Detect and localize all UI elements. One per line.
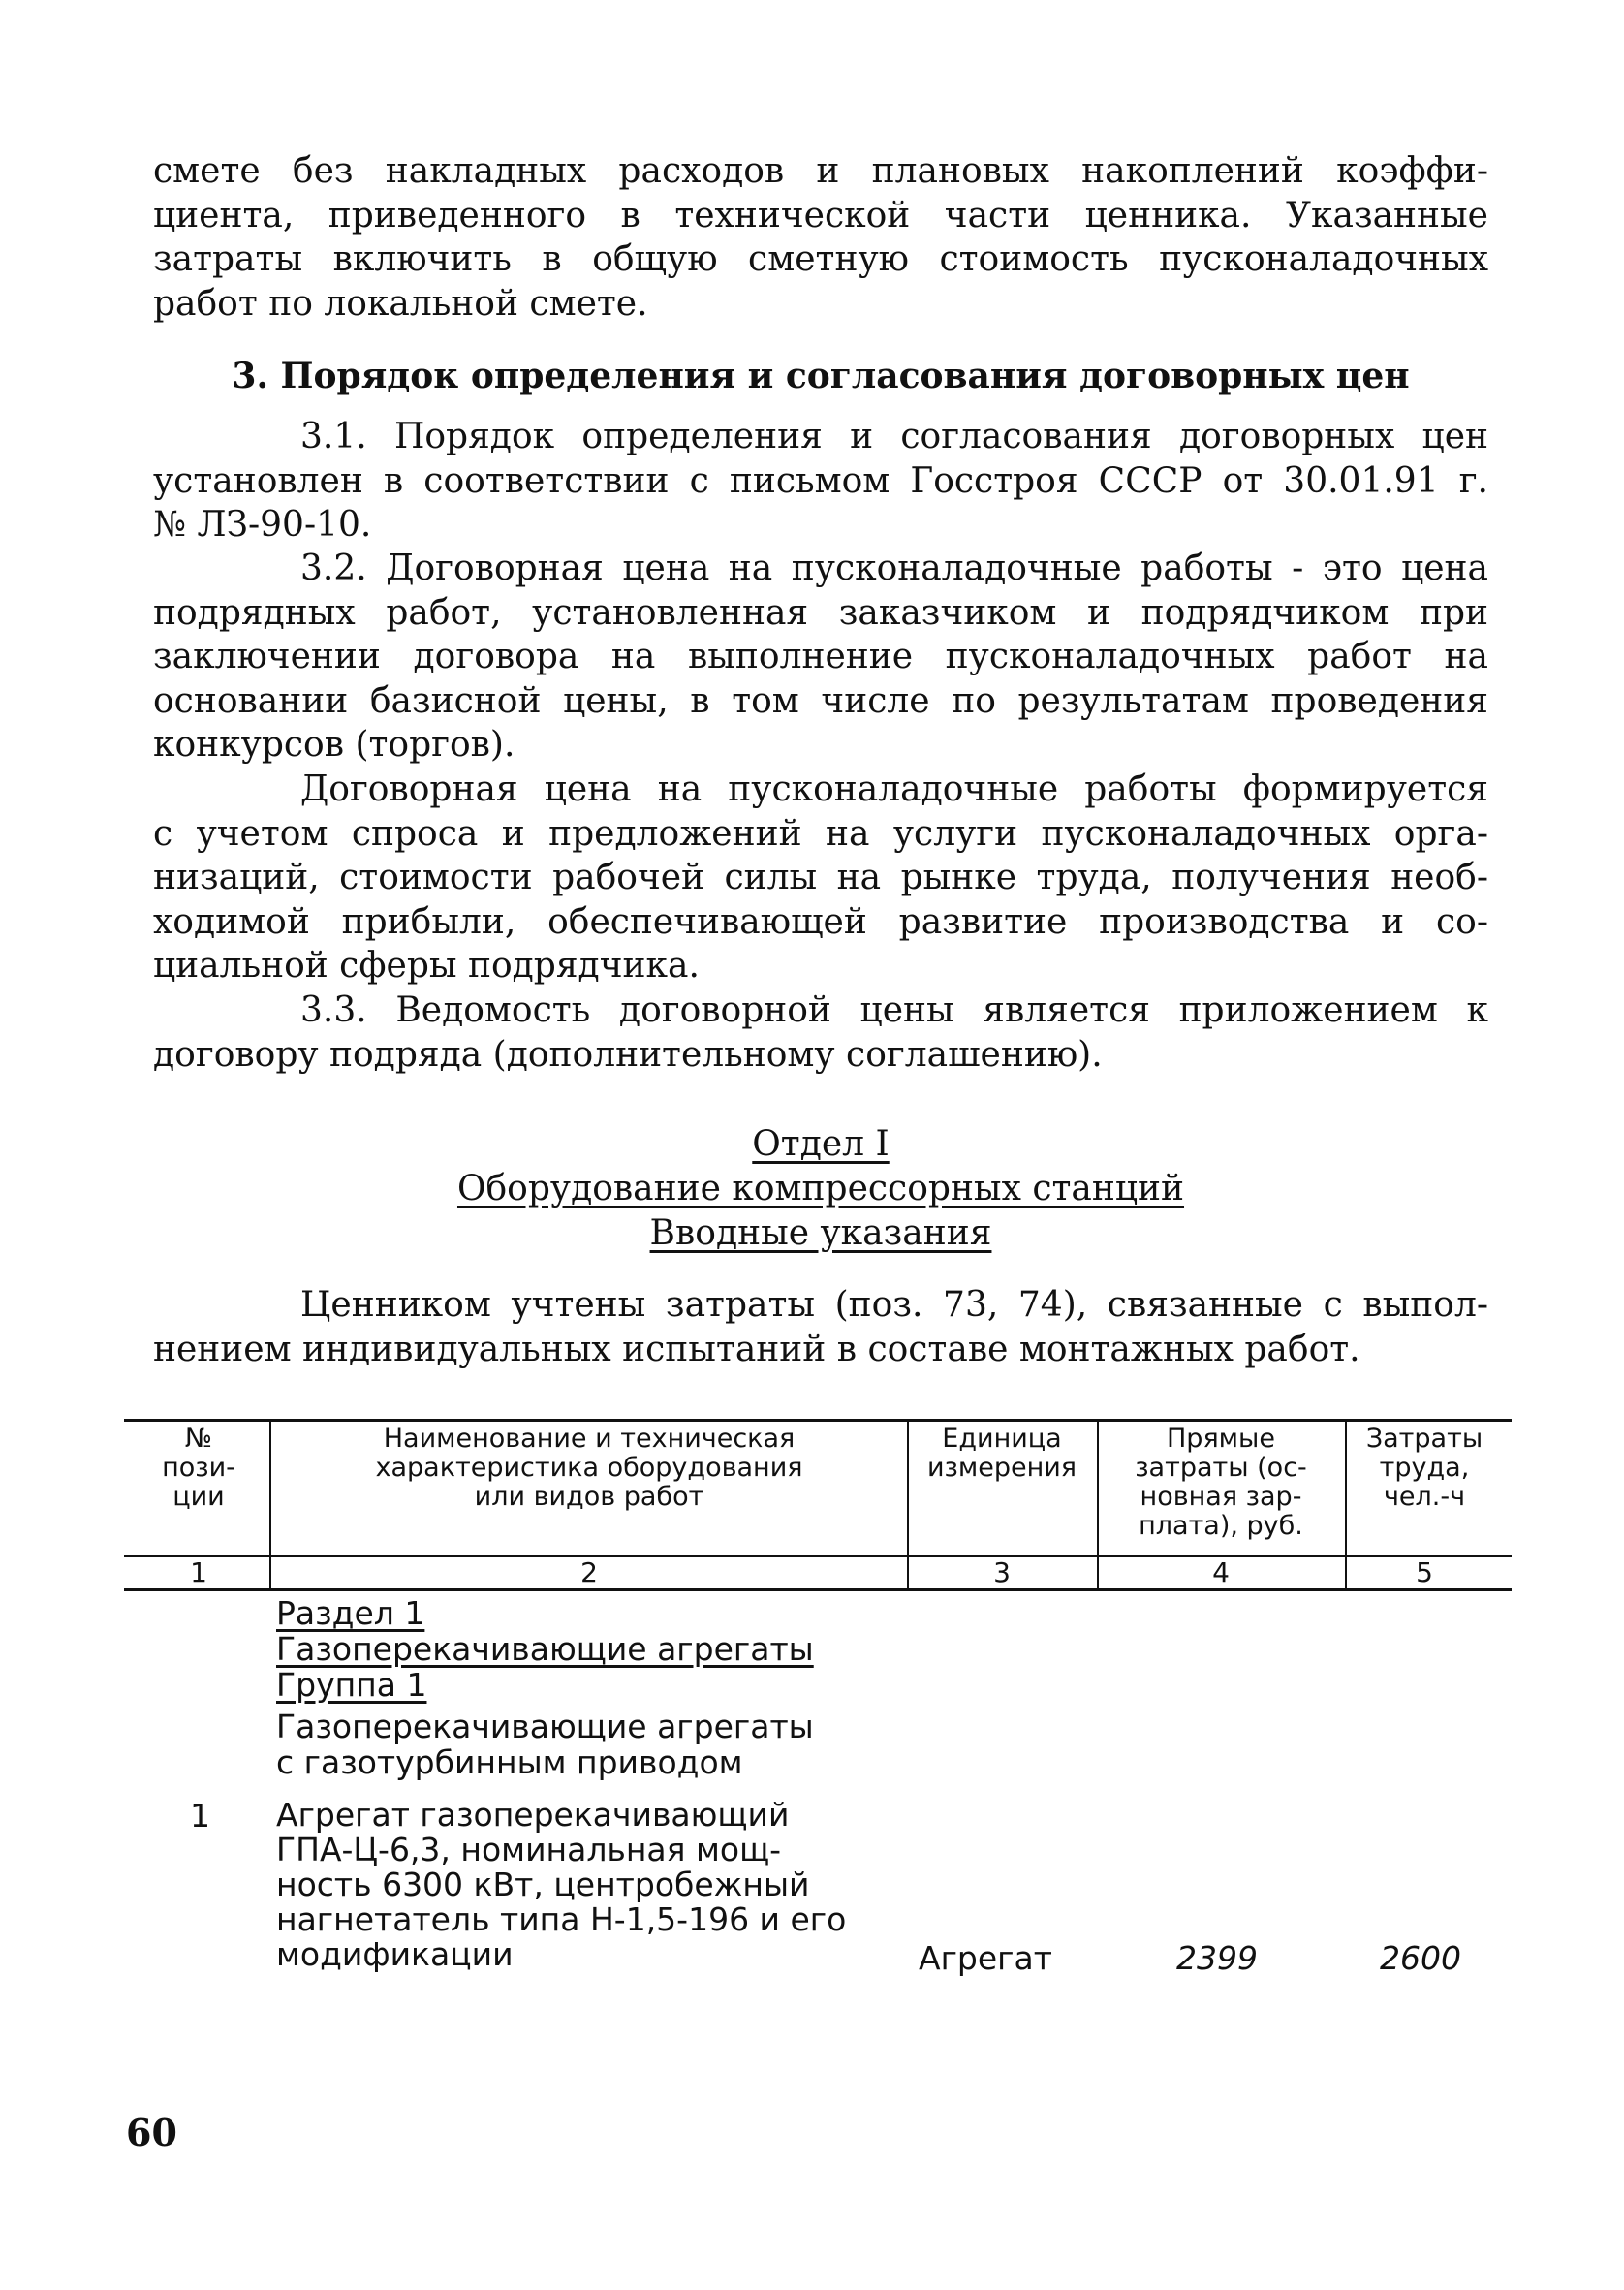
pricing-note-paragraph [153,1283,1488,1371]
row-unit: Агрегат [919,1939,1052,1977]
column-divider [269,1419,271,1588]
text-line: подрядных работ, установленная заказчиком и подрядчиком при [153,592,1488,633]
text-line: № ЛЗ-90-10. [153,505,372,545]
header-line: измерения [926,1453,1077,1483]
header-line: затраты (ос- [1135,1453,1307,1483]
column-number: 5 [1416,1556,1433,1588]
table-header-rule [124,1555,1512,1557]
text-line: 3.3. Ведомость договорной цены является приложением к [300,990,1488,1030]
header-line: пози- [162,1453,235,1483]
row-name-line: Агрегат газоперекачивающий [276,1796,790,1834]
header-line: или видов работ [474,1482,704,1512]
paragraph-3-3 [153,988,1488,1077]
row-labor-cost: 2600 [1380,1939,1461,1977]
header-labor [1347,1425,1502,1512]
department-number: Отдел I [752,1124,890,1164]
group-desc-line: Газоперекачивающие агрегаты [276,1708,814,1745]
header-position [134,1425,264,1512]
table-numbers-rule [124,1588,1512,1591]
section-label [276,1595,814,1703]
text-line: договору подряда (дополнительному соглашению). [153,1034,1103,1075]
page-number: 60 [126,2111,177,2154]
text-line: ходимой прибыли, обеспечивающей развитие производства и со- [153,901,1488,942]
department-name: Оборудование компрессорных станций [456,1169,1185,1208]
text-line: Ценником учтены затраты (поз. 73, 74), связанные с выпол- [300,1285,1488,1325]
header-line: Затраты [1365,1424,1483,1454]
paragraph-3-2 [153,547,1488,768]
group-description [276,1709,814,1780]
row-name-line: модификации [276,1935,514,1973]
row-position: 1 [190,1797,210,1835]
table-top-rule [124,1419,1512,1422]
text-line: заключении договора на выполнение пусконаладочных работ на [153,637,1488,676]
introductory-notes-title: Вводные указания [649,1213,992,1253]
column-number: 1 [190,1556,207,1588]
intro-paragraph [153,149,1488,326]
text-line: работ по локальной смете. [153,283,648,324]
row-name-line: ность 6300 кВт, центробежный [276,1866,810,1903]
header-unit [909,1425,1095,1483]
header-line: труда, [1379,1453,1470,1483]
header-direct-costs [1099,1425,1343,1541]
section-heading: 3. Порядок определения и согласования договорных цен [232,356,1410,396]
row-direct-cost: 2399 [1176,1939,1258,1977]
row-name-line: нагнетатель типа Н-1,5-196 и его [276,1900,847,1938]
paragraph-price-formation [153,768,1488,988]
text-line: затраты включить в общую сметную стоимость пусконаладочных [153,239,1488,279]
header-line: характеристика оборудования [375,1453,803,1483]
column-number: 4 [1212,1556,1230,1588]
razdel-title: Раздел 1 [276,1594,425,1632]
gruppa-title: Группа 1 [276,1666,427,1704]
text-line: циальной сферы подрядчика. [153,946,700,986]
row-name [276,1798,846,1972]
text-line: смете без накладных расходов и плановых накоплений коэффи- [153,151,1488,191]
header-line: чел.-ч [1383,1482,1466,1512]
header-line: ции [172,1482,225,1512]
text-line: с учетом спроса и предложений на услуги пусконаладочных орга- [153,813,1488,854]
header-line: новная зар- [1140,1482,1302,1512]
text-line: циента, приведенного в технической части ценника. Указанные [153,195,1488,235]
text-line: конкурсов (торгов). [153,725,515,765]
paragraph-3-1 [153,415,1488,548]
header-line: Единица [942,1424,1062,1454]
header-line: № [184,1424,213,1454]
header-line: плата), руб. [1139,1511,1303,1541]
text-line: низаций, стоимости рабочей силы на рынке труда, получения необ- [153,858,1488,897]
text-line: 3.2. Договорная цена на пусконаладочные работы - это цена [300,549,1488,588]
row-name-line: ГПА-Ц-6,3, номинальная мощ- [276,1831,782,1868]
column-number: 3 [993,1556,1011,1588]
department-title [153,1122,1488,1256]
header-name [273,1425,905,1512]
text-line: основании базисной цены, в том числе по результатам проведения [153,680,1488,721]
text-line: установлен в соответствии с письмом Госстроя СССР от 30.01.91 г. [153,460,1488,501]
header-line: Прямые [1167,1424,1275,1454]
text-line: 3.1. Порядок определения и согласования договорных цен [300,417,1488,456]
text-line: нением индивидуальных испытаний в составе монтажных работ. [153,1329,1360,1369]
razdel-name: Газоперекачивающие агрегаты [276,1630,814,1668]
text-line: Договорная цена на пусконаладочные работы формируется [300,769,1488,809]
header-line: Наименование и техническая [383,1424,796,1454]
column-number: 2 [580,1556,598,1588]
group-desc-line: с газотурбинным приводом [276,1743,743,1781]
